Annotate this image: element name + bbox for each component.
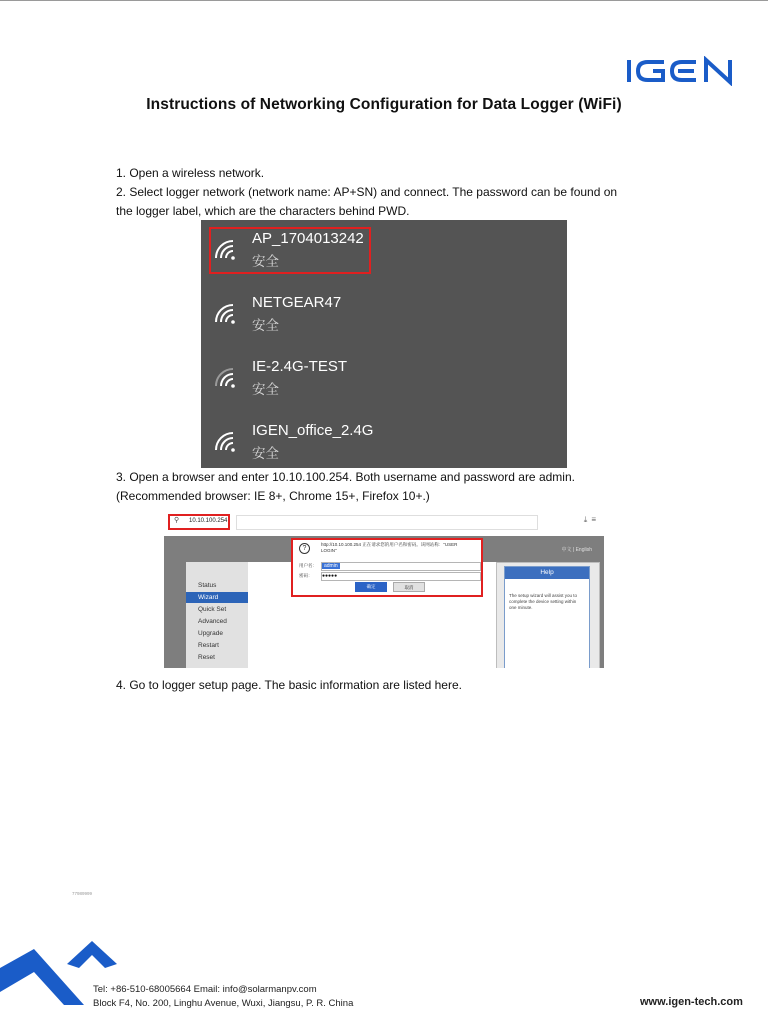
wifi-security: 安全 (252, 254, 279, 269)
menu-item-reset[interactable]: Reset (198, 654, 215, 661)
wifi-security: 安全 (252, 318, 279, 333)
wifi-icon (213, 302, 239, 324)
menu-item-advanced[interactable]: Advanced (198, 618, 227, 625)
wifi-network-item[interactable] (201, 416, 567, 472)
footer-contact (93, 983, 353, 1010)
side-menu (186, 562, 249, 668)
browser-screenshot (164, 512, 604, 668)
menu-item-wizard[interactable]: Wizard (186, 592, 248, 603)
username-input[interactable]: admin (321, 562, 481, 571)
wifi-ssid: AP_1704013242 (252, 230, 364, 247)
question-icon: ? (299, 543, 310, 554)
step-1: 1. Open a wireless network. (116, 166, 265, 180)
url-highlight[interactable] (168, 514, 230, 530)
footer-address: Block F4, No. 200, Linghu Avenue, Wuxi, Jiangsu, P. R. China (93, 997, 354, 1009)
step-4: 4. Go to logger setup page. The basic information are listed here. (116, 678, 462, 692)
wifi-ssid: IE-2.4G-TEST (252, 358, 348, 375)
step-3-line-1: 3. Open a browser and enter 10.10.100.254. Both username and password are admin. (116, 470, 575, 484)
username-label: 用户名： (299, 563, 317, 568)
help-panel (504, 566, 590, 668)
login-dialog (291, 538, 483, 597)
ok-button[interactable]: 确定 (355, 582, 387, 592)
help-title: Help (505, 567, 589, 579)
toolbar-icons (584, 515, 600, 525)
cancel-button[interactable]: 取消 (393, 582, 425, 592)
url-field[interactable] (236, 515, 538, 530)
dialog-message: http://10.10.100.254 正在请求您的用户名和密码。该网站称："USER LOGIN" (321, 542, 458, 553)
footer-website[interactable]: www.igen-tech.com (640, 996, 743, 1008)
more-icon[interactable]: ≡ (591, 515, 600, 524)
search-icon: ⚲ (174, 517, 180, 524)
wifi-network-item[interactable] (201, 352, 567, 408)
wifi-icon (213, 430, 239, 452)
menu-item-status[interactable]: Status (198, 582, 217, 589)
wifi-network-item[interactable] (201, 224, 567, 280)
wifi-security: 安全 (252, 446, 279, 461)
wifi-network-item[interactable] (201, 288, 567, 344)
wifi-ssid: IGEN_office_2.4G (252, 422, 374, 439)
top-rule (0, 0, 768, 1)
wifi-network-list (201, 220, 567, 468)
download-icon[interactable]: ⤓ (583, 515, 592, 524)
igen-logo (626, 56, 754, 86)
address-bar (164, 512, 604, 537)
menu-item-quick-set[interactable]: Quick Set (198, 606, 227, 613)
password-input[interactable]: ●●●●● (321, 572, 481, 581)
step-2-line-2: the logger label, which are the characters behind PWD. (116, 204, 410, 218)
wifi-icon (213, 366, 239, 388)
step-2-line-1: 2. Select logger network (network name: AP+SN) and connect. The password can be found on (116, 185, 618, 199)
highlight-box (209, 227, 371, 274)
url-text: 10.10.100.254 (189, 518, 228, 524)
step-3-line-2: (Recommended browser: IE 8+, Chrome 15+, Firefox 10+.) (116, 489, 430, 503)
password-label: 密码： (299, 573, 313, 578)
wifi-ssid: NETGEAR47 (252, 294, 342, 311)
footer-tel-email: Tel: +86-510-68005664 Email: info@solarmanpv.com (93, 984, 317, 995)
page-title: Instructions of Networking Configuration for Data Logger (WiFi) (146, 96, 622, 113)
help-text: The setup wizard will assist you to complete the device setting within one minute. (509, 593, 578, 610)
language-switch[interactable]: 中文 | English (561, 547, 592, 553)
tiny-code: 77989999 (72, 891, 93, 896)
wifi-security: 安全 (252, 382, 279, 397)
menu-item-restart[interactable]: Restart (198, 642, 219, 649)
menu-item-upgrade[interactable]: Upgrade (198, 630, 223, 637)
